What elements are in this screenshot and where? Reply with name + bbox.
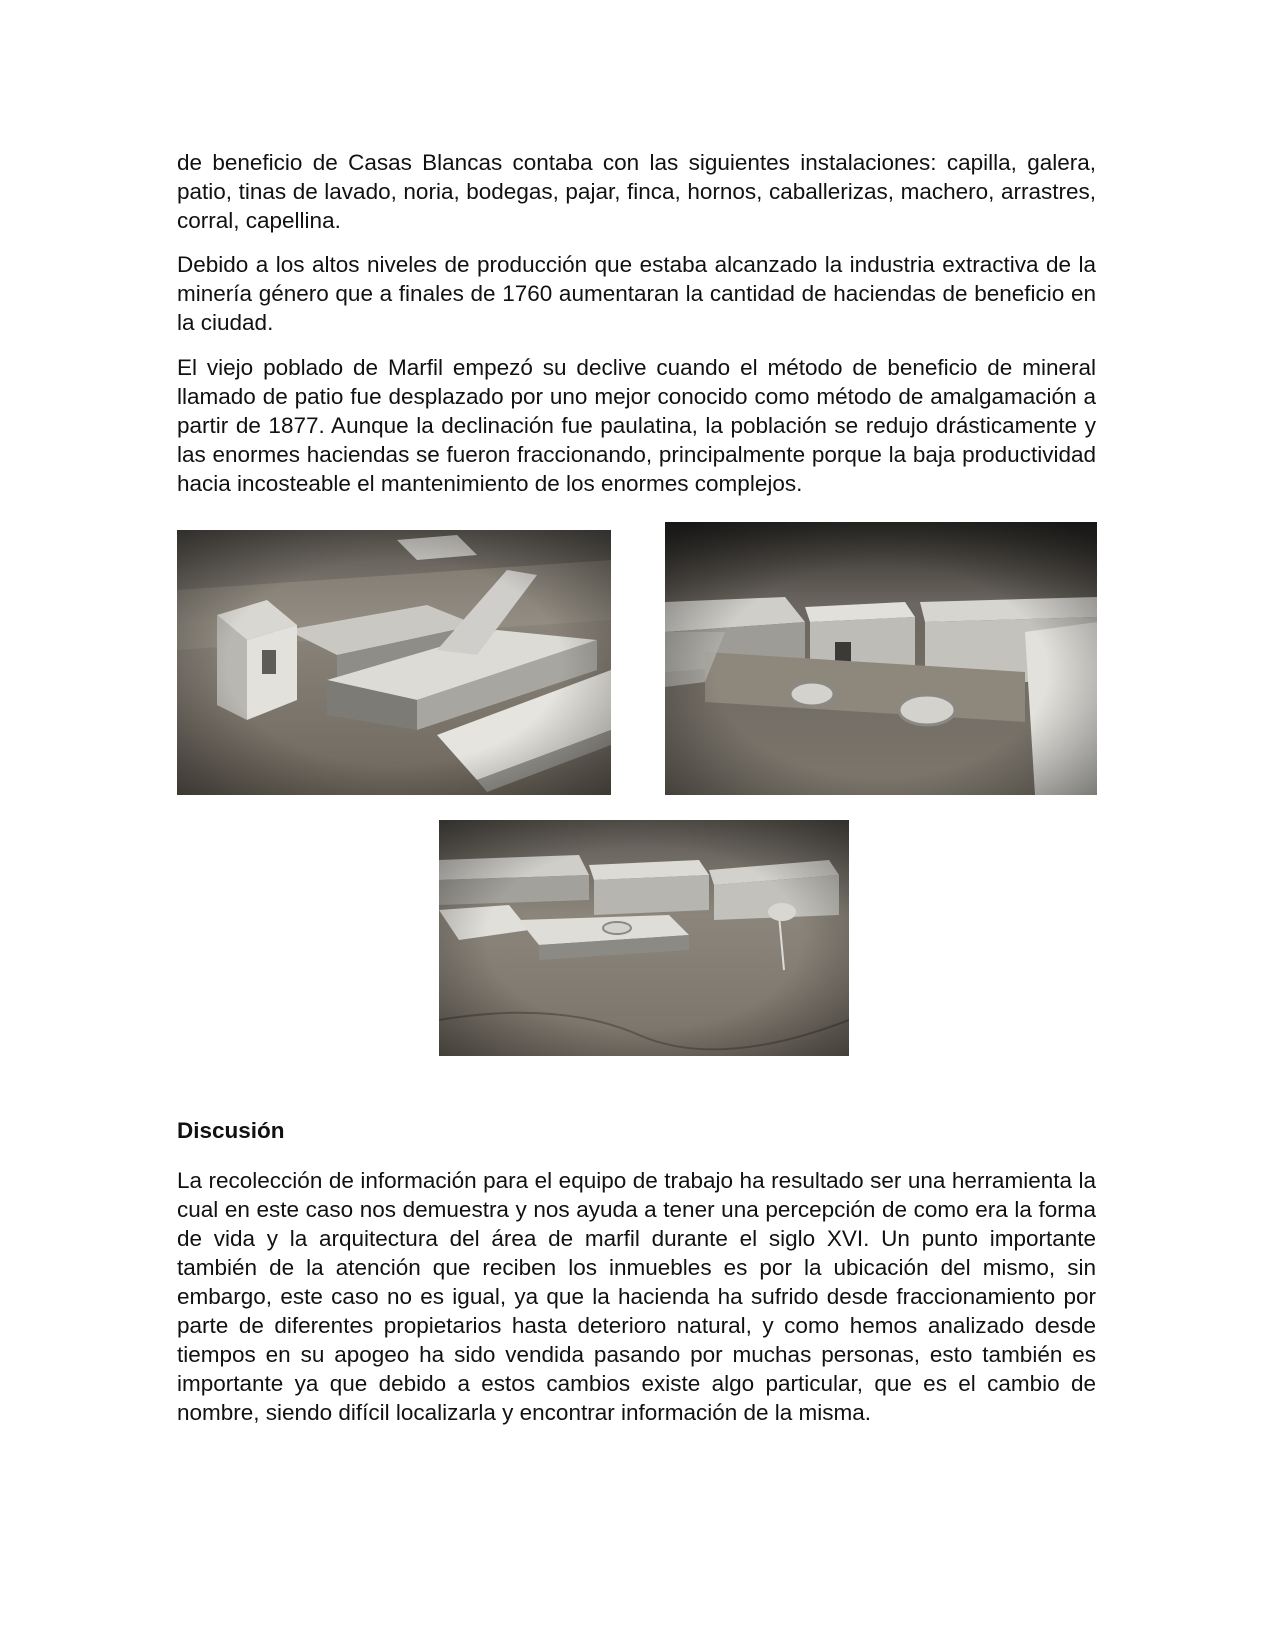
- section-heading: Discusión: [177, 1118, 285, 1143]
- model-photo-wide: [439, 820, 849, 1056]
- discussion-paragraph: La recolección de información para el equipo de trabajo ha resultado ser una herramienta la cual en este caso nos demuestra y nos ayuda a tener una percepción de como era la forma de vida y la arquitectura del área de marfil durante el siglo XVI. Un punto importante también de la atención que reciben los inmuebles es por la ubicación del mismo, sin embargo, este caso no es igual, ya que la hacienda ha sufrido desde fraccionamiento por parte de diferentes propietarios hasta deterioro natural, y como hemos analizado desde tiempos en su apogeo ha sido vendida pasando por muchas personas, esto también es importante ya que debido a estos cambios existe algo particular, que es el cambio de nombre, siendo difícil localizarla y encontrar información de la misma.: [177, 1168, 1096, 1425]
- model-photo-tower: [177, 530, 611, 795]
- body-paragraph: Debido a los altos niveles de producción que estaba alcanzado la industria extractiva de la minería género que a finales de 1760 aumentaran la cantidad de haciendas de beneficio en la ciudad.: [177, 252, 1096, 335]
- body-paragraph: de beneficio de Casas Blancas contaba con las siguientes instalaciones: capilla, galera, patio, tinas de lavado, noria, bodegas, pajar, finca, hornos, caballerizas, machero, arrastres, corral, capellina.: [177, 150, 1096, 233]
- model-photo-courtyard: [665, 522, 1097, 795]
- body-paragraph: El viejo poblado de Marfil empezó su declive cuando el método de beneficio de mineral llamado de patio fue desplazado por uno mejor conocido como método de amalgamación a partir de 1877. Aunque la declinación fue paulatina, la población se redujo drásticamente y las enormes haciendas se fueron fraccionando, principalmente porque la baja productividad hacia incosteable el mantenimiento de los enormes complejos.: [177, 355, 1096, 496]
